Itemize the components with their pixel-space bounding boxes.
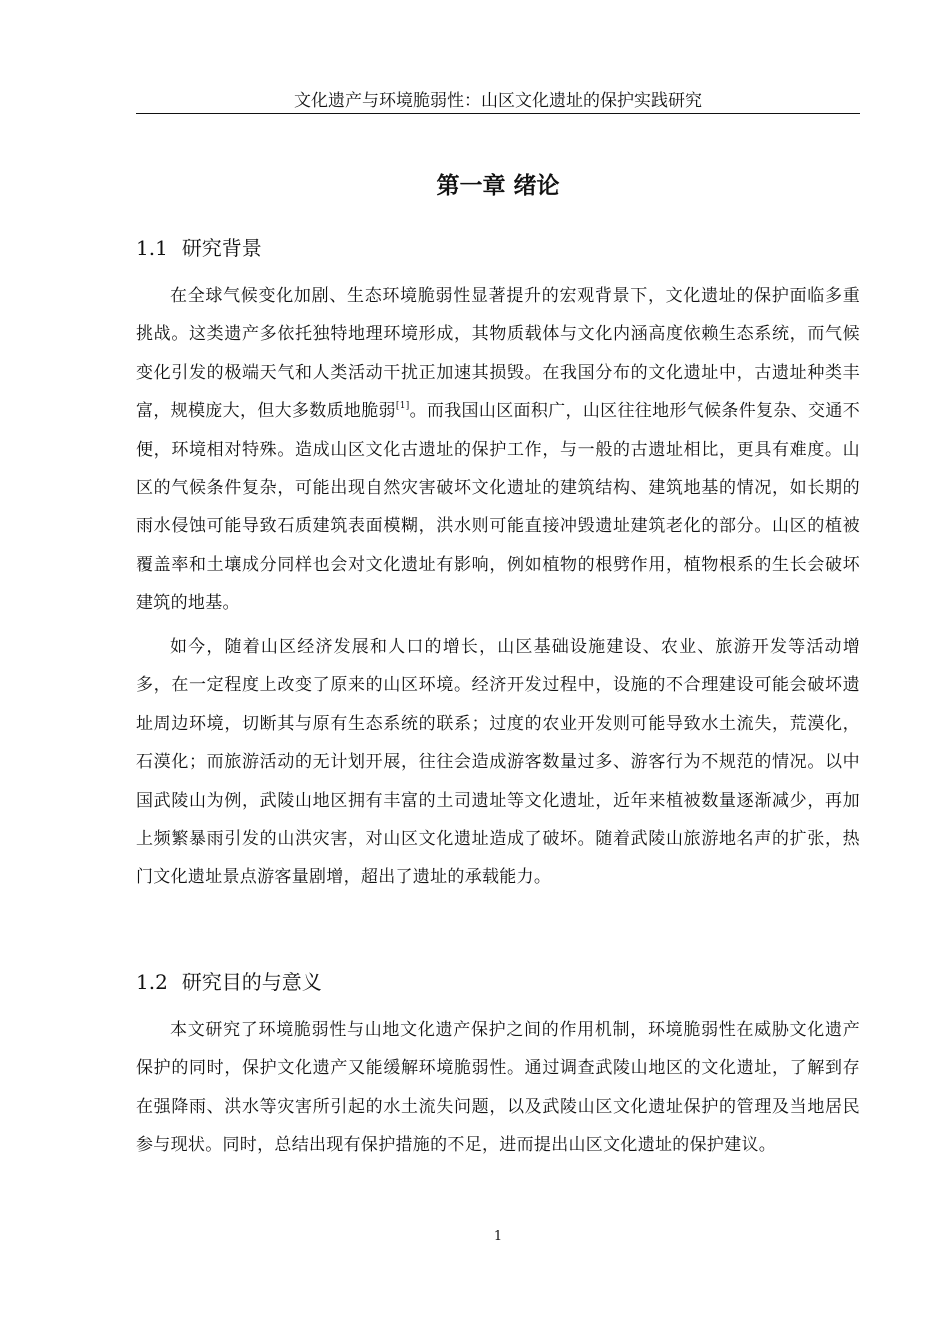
citation-marker: [1]: [395, 401, 410, 412]
section-title: 研究背景: [181, 236, 262, 260]
section-number: 1.1: [136, 236, 168, 260]
section-number: 1.2: [136, 970, 168, 994]
page-number: 1: [493, 1229, 503, 1244]
section-title: 研究目的与意义: [181, 970, 322, 994]
header-rule: [136, 113, 860, 114]
paragraph-text: 。而我国山区面积广，山区往往地形气候条件复杂、交通不便，环境相对特殊。造成山区文化古遗址的保护工作，与一般的古遗址相比，更具有难度。山区的气候条件复杂，可能出现自然灾害破坏文化遗址的建筑结构、建筑地基的情况，如长期的雨水侵蚀可能导致石质建筑表面模糊，洪水则可能直接冲毁遗址建筑老化的部分。山区的植被覆盖率和土壤成分同样也会对文化遗址有影响，例如植物的根劈作用，植物根系的生长会破坏建筑的地基。: [136, 401, 860, 614]
paragraph-purpose: 本文研究了环境脆弱性与山地文化遗产保护之间的作用机制，环境脆弱性在威胁文化遗产保护的同时，保护文化遗产又能缓解环境脆弱性。通过调查武陵山地区的文化遗址，了解到存在强降雨、洪水等灾害所引起的水土流失问题，以及武陵山区文化遗址保护的管理及当地居民参与现状。同时，总结出现有保护措施的不足，进而提出山区文化遗址的保护建议。: [136, 1020, 860, 1156]
paragraph-background-2: 如今，随着山区经济发展和人口的增长，山区基础设施建设、农业、旅游开发等活动增多，在一定程度上改变了原来的山区环境。经济开发过程中，设施的不合理建设可能会破坏遗址周边环境，切断其与原有生态系统的联系；过度的农业开发则可能导致水土流失，荒漠化，石漠化；而旅游活动的无计划开展，往往会造成游客数量过多、游客行为不规范的情况。以中国武陵山为例，武陵山地区拥有丰富的土司遗址等文化遗址，近年来植被数量逐渐减少，再加上频繁暴雨引发的山洪灾害，对山区文化遗址造成了破坏。随着武陵山旅游地名声的扩张，热门文化遗址景点游客量剧增，超出了遗址的承载能力。: [136, 637, 860, 888]
running-header: 文化遗产与环境脆弱性：山区文化遗址的保护实践研究: [294, 91, 702, 111]
chapter-title: 第一章 绪论: [436, 173, 560, 199]
section-heading-1-1: [136, 233, 860, 263]
section-heading-1-2: [136, 967, 860, 997]
paragraph-text: 在全球气候变化加剧、生态环境脆弱性显著提升的宏观背景下，文化遗址的保护面临多重挑战。这类遗产多依托独特地理环境形成，其物质载体与文化内涵高度依赖生态系统，而气候变化引发的极端天气和人类活动干扰正加速其损毁。在我国分布的文化遗址中，古遗址种类丰富，规模庞大，但大多数质地脆弱: [136, 286, 860, 422]
paragraph-background-1: [136, 277, 860, 623]
